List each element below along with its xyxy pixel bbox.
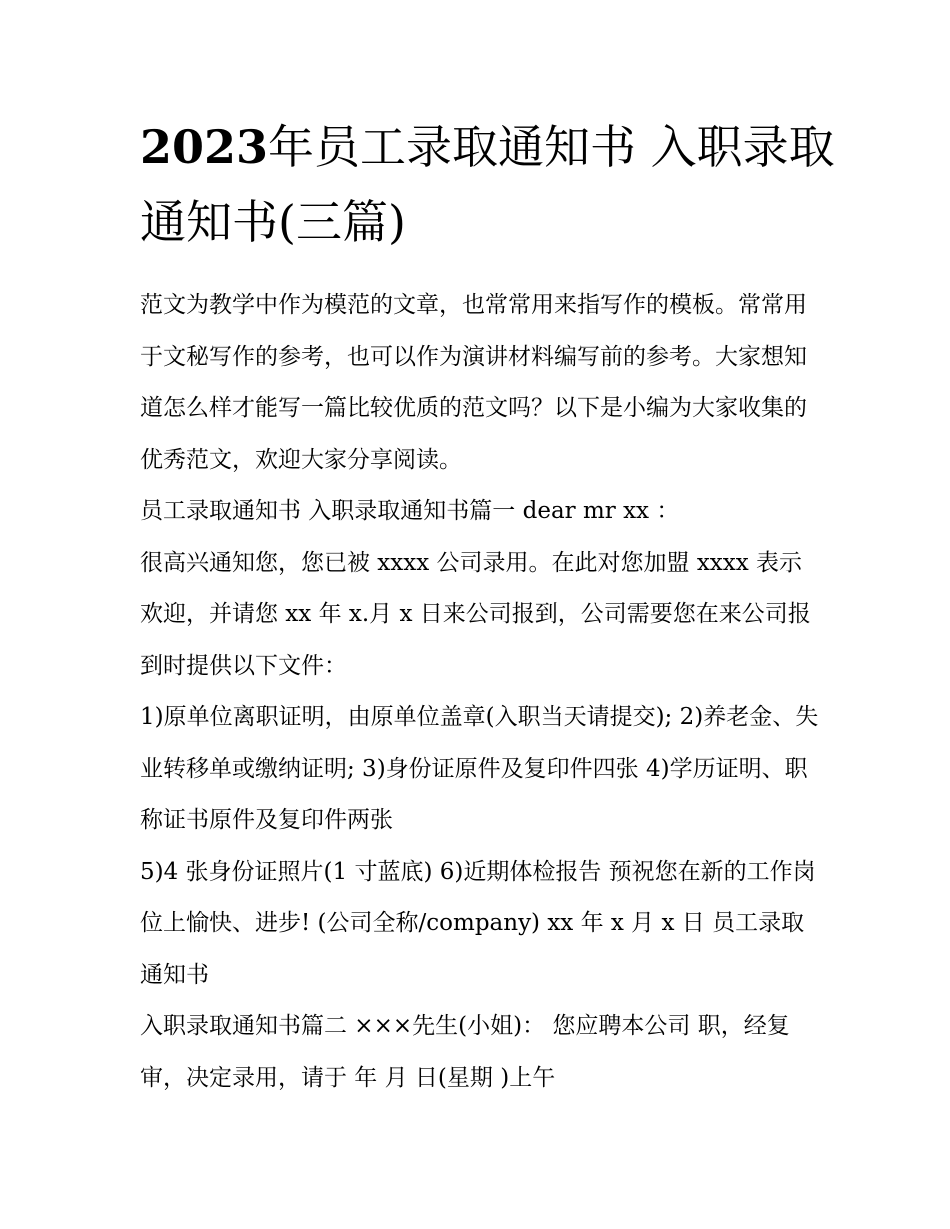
welcome-paragraph: 很高兴通知您，您已被 xxxx 公司录用。在此对您加盟 xxxx 表示欢迎，并请您 xx 年 x.月 x 日来公司报到，公司需要您在来公司报到时提供以下文件： — [140, 549, 811, 679]
document-title — [140, 110, 840, 260]
document-body — [140, 280, 820, 1104]
intro-paragraph: 范文为教学中作为模范的文章，也常常用来指写作的模板。常常用于文秘写作的参考，也可以作为演讲材料编写前的参考。大家想知道怎么样才能写一篇比较优质的范文吗？以下是小编为大家收集的优秀范文，欢迎大家分享阅读。 — [140, 292, 807, 473]
section-one-heading: 员工录取通知书 入职录取通知书篇一 dear mr xx ： — [140, 498, 680, 524]
title-year: 2023 — [140, 120, 269, 174]
section-two-paragraph: 入职录取通知书篇二 ×××先生(小姐)： 您应聘本公司 职，经复审，决定录用，请于 年 月 日(星期 )上午 — [140, 1013, 790, 1091]
closing-paragraph: 5)4 张身份证照片(1 寸蓝底) 6)近期体检报告 预祝您在新的工作岗位上愉快、进步! (公司全称/company) xx 年 x 月 x 日 员工录取通知书 — [140, 858, 816, 988]
title-text: 年员工录取通知书 入职录取通知书(三篇) — [140, 120, 835, 249]
required-documents-list: 1)原单位离职证明，由原单位盖章(入职当天请提交); 2)养老金、失业转移单或缴纳证明; 3)身份证原件及复印件四张 4)学历证明、职称证书原件及复印件两张 — [140, 704, 819, 833]
